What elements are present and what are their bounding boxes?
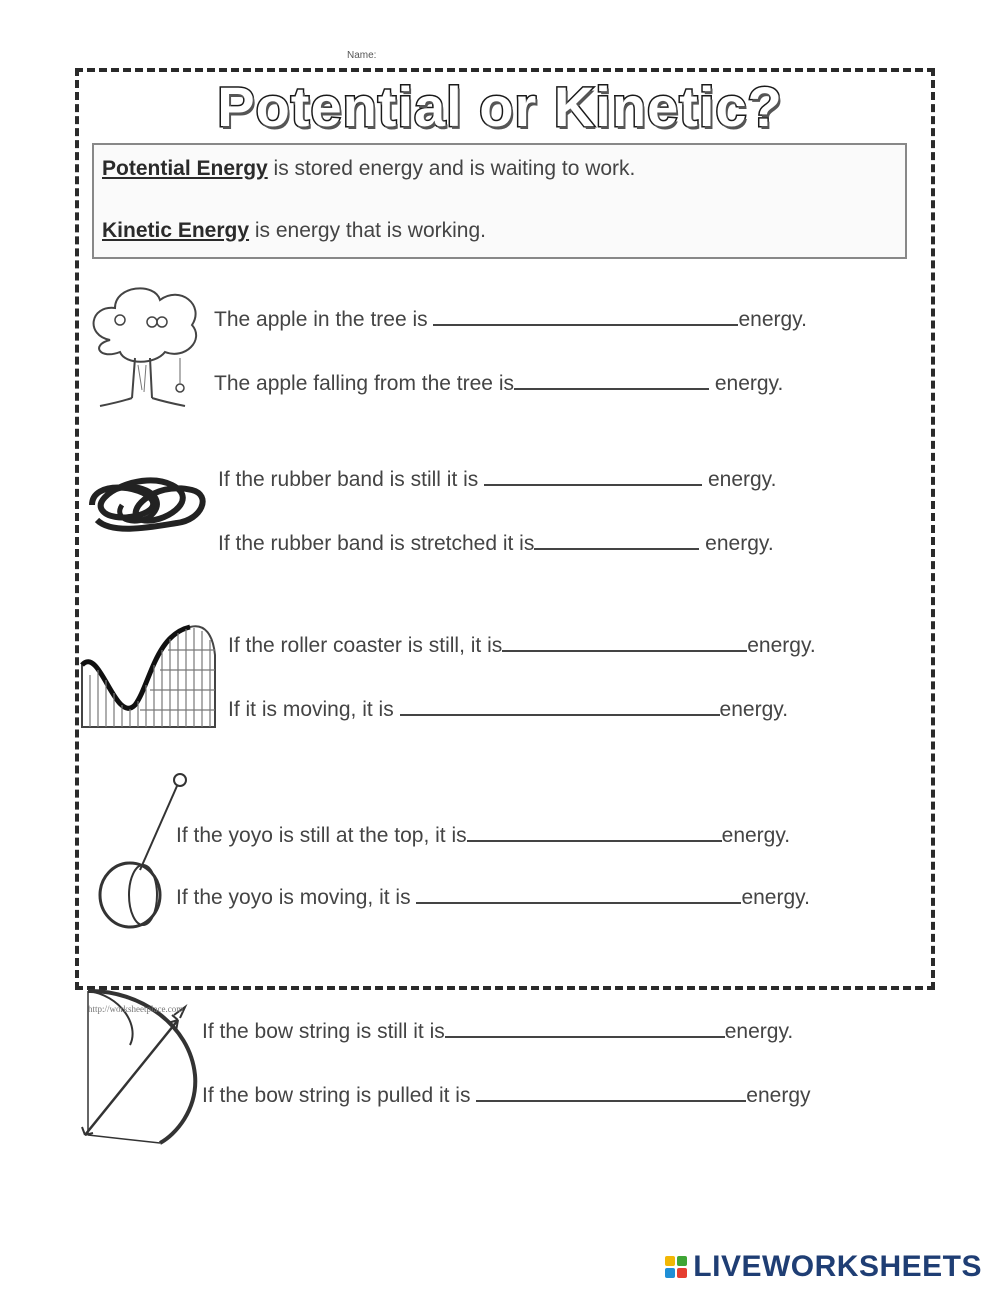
question-end: energy. <box>702 468 777 491</box>
roller-coaster-icon <box>80 615 220 730</box>
term-kinetic: Kinetic Energy <box>102 219 250 242</box>
question-line <box>202 1018 793 1044</box>
question-line <box>202 1082 811 1108</box>
liveworksheets-brand <box>665 1250 982 1284</box>
question-end: energy. <box>724 1020 794 1043</box>
definition-kinetic-text: is energy that is working. <box>249 219 486 242</box>
answer-blank[interactable] <box>514 370 709 390</box>
source-url: http://worksheetplace.com <box>88 1004 184 1014</box>
question-text: If the bow string is still it is <box>202 1020 445 1043</box>
definitions-box <box>92 143 907 259</box>
definition-potential-text: is stored energy and is waiting to work. <box>267 157 636 180</box>
answer-blank[interactable] <box>502 632 747 652</box>
term-potential: Potential Energy <box>102 157 268 180</box>
question-text: If the rubber band is stretched it is <box>218 532 535 555</box>
answer-blank[interactable] <box>416 884 741 904</box>
answer-blank[interactable] <box>467 822 722 842</box>
question-text: If the yoyo is moving, it is <box>176 886 417 909</box>
liveworksheets-logo-icon <box>665 1256 687 1278</box>
question-end: energy. <box>699 532 774 555</box>
answer-blank[interactable] <box>484 466 702 486</box>
logo-square <box>665 1268 675 1278</box>
question-end: energy <box>746 1084 811 1107</box>
question-end: energy. <box>709 372 784 395</box>
question-line <box>228 632 816 658</box>
answer-blank[interactable] <box>400 696 720 716</box>
logo-square <box>677 1268 687 1278</box>
name-label: Name: <box>347 50 377 61</box>
definition-potential <box>102 157 635 181</box>
apple-tree-icon <box>80 280 205 415</box>
question-line <box>176 822 790 848</box>
question-end: energy. <box>738 308 807 331</box>
question-end: energy. <box>719 698 789 721</box>
question-text: If it is moving, it is <box>228 698 400 721</box>
worksheet-title: Potential or Kinetic? <box>217 75 783 138</box>
answer-blank[interactable] <box>476 1082 746 1102</box>
rubber-band-icon <box>82 465 217 545</box>
question-end: energy. <box>741 886 810 909</box>
question-text: The apple in the tree is <box>214 308 434 331</box>
question-line <box>176 884 810 910</box>
question-line <box>214 306 807 332</box>
question-end: energy. <box>747 634 816 657</box>
question-line <box>228 696 788 722</box>
question-text: If the rubber band is still it is <box>218 468 485 491</box>
question-text: If the yoyo is still at the top, it is <box>176 824 467 847</box>
question-text: If the bow string is pulled it is <box>202 1084 477 1107</box>
question-line <box>218 530 774 556</box>
answer-blank[interactable] <box>534 530 699 550</box>
brand-text: LIVEWORKSHEETS <box>693 1250 982 1283</box>
answer-blank[interactable] <box>433 306 738 326</box>
question-end: energy. <box>721 824 791 847</box>
question-line <box>218 466 776 492</box>
logo-square <box>677 1256 687 1266</box>
question-line <box>214 370 783 396</box>
answer-blank[interactable] <box>445 1018 725 1038</box>
question-text: If the roller coaster is still, it is <box>228 634 503 657</box>
question-text: The apple falling from the tree is <box>214 372 514 395</box>
definition-kinetic <box>102 219 486 243</box>
logo-square <box>665 1256 675 1266</box>
